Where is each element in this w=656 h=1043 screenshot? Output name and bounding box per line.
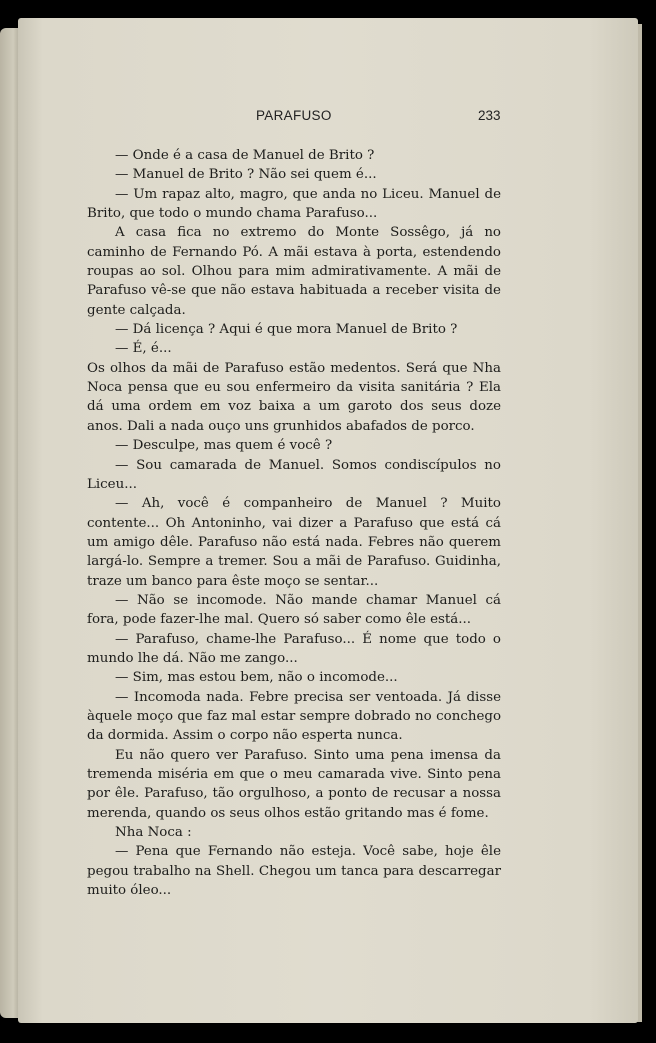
paragraph: — Manuel de Brito ? Não sei quem é... — [115, 167, 377, 183]
body-text — [87, 146, 501, 900]
paragraph: A casa fica no extremo do Monte Sossêgo, já no caminho de Fernando Pó. A mãi estava à porta, estendendo roupas ao sol. Olhou para mim admirativamente. A mãi de Parafuso vê-se que não estava habituada a receber visita de gente calçada. — [87, 225, 501, 318]
paragraph: — Dá licença ? Aqui é que mora Manuel de Brito ? — [115, 322, 458, 338]
paragraph: Eu não quero ver Parafuso. Sinto uma pena imensa da tremenda miséria em que o meu camarada vive. Sinto pena por êle. Parafuso, tão orgulhoso, a ponto de recusar a nossa merenda, quando os seus olhos estão gritando mas é fome. — [87, 747, 501, 821]
paragraph: — Sou camarada de Manuel. Somos condiscípulos no Liceu... — [87, 457, 501, 492]
paragraph: — É, é... — [115, 341, 172, 357]
paragraph: — Desculpe, mas quem é você ? — [115, 438, 333, 454]
paragraph: — Onde é a casa de Manuel de Brito ? — [115, 148, 375, 163]
paragraph: — Sim, mas estou bem, não o incomode... — [115, 670, 398, 686]
running-title: PARAFUSO — [256, 108, 332, 123]
page-number: 233 — [478, 108, 501, 123]
paragraph: — Não se incomode. Não mande chamar Manuel cá fora, pode fazer-lhe mal. Quero só saber como êle está... — [87, 592, 501, 628]
paragraph: — Parafuso, chame-lhe Parafuso... É nome que todo o mundo lhe dá. Não me zango... — [87, 631, 501, 666]
paragraph: Os olhos da mãi de Parafuso estão medentos. Será que Nha Noca pensa que eu sou enfermeiro da visita sanitária ? Ela dá uma ordem em voz baixa a um garoto dos seus doze anos. Dali a nada ouço uns grunhidos abafados de porco. — [87, 360, 501, 434]
paragraph: — Pena que Fernando não esteja. Você sabe, hoje êle pegou trabalho na Shell. Chegou um tanca para descarregar muito óleo... — [87, 844, 501, 899]
paragraph: — Ah, você é companheiro de Manuel ? Muito contente... Oh Antoninho, vai dizer a Parafuso que está cá um amigo dêle. Parafuso não está nada. Febres não querem largá-lo. Sempre a tremer. Sou a mãi de Parafuso. Guidinha, traze um banco para êste moço se sentar... — [87, 496, 501, 589]
paragraph: — Um rapaz alto, magro, que anda no Liceu. Manuel de Brito, que todo o mundo chama Parafuso... — [87, 186, 501, 222]
paragraph: Nha Noca : — [115, 825, 192, 841]
paragraph: — Incomoda nada. Febre precisa ser ventoada. Já disse àquele moço que faz mal estar sempre dobrado no conchego da dormida. Assim o corpo não esperta nunca. — [87, 689, 501, 744]
